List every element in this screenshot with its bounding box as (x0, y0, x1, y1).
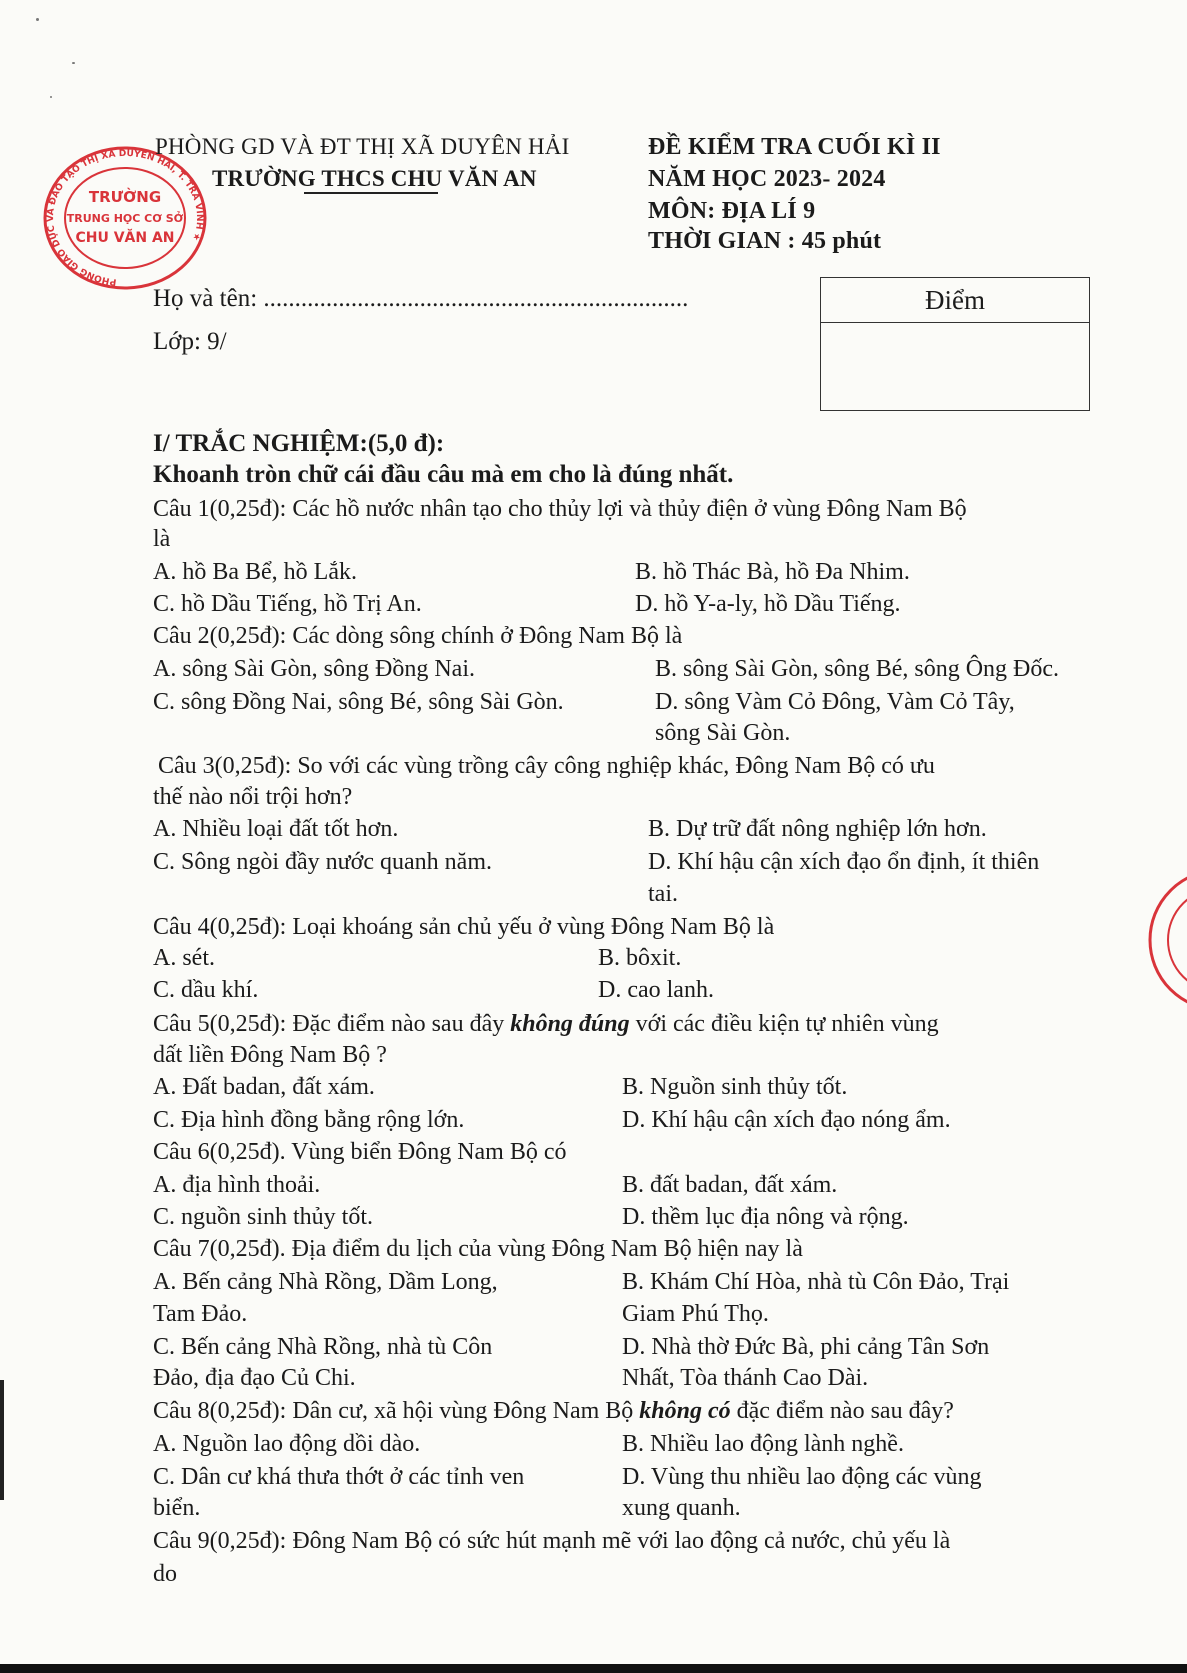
svg-text:TRƯỜNG: TRƯỜNG (88, 188, 162, 206)
q8-option-a: A. Nguồn lao động dồi dào. (153, 1431, 421, 1457)
svg-text:PHÒNG GIÁO DỤC VÀ ĐÀO TẠO THỊ: PHÒNG GIÁO DỤC VÀ ĐÀO TẠO THỊ XÃ DUYÊN HẢI, T. TRÀ VINH ★ (46, 148, 205, 287)
q1-option-a: A. hồ Ba Bể, hồ Lắk. (153, 559, 357, 585)
question-8-emphasis: không có (639, 1398, 731, 1424)
q6-option-a: A. địa hình thoải. (153, 1172, 321, 1198)
q7-option-d: D. Nhà thờ Đức Bà, phi cảng Tân Sơn (622, 1334, 990, 1360)
duration: THỜI GIAN : 45 phút (648, 228, 882, 254)
question-6: Câu 6(0,25đ). Vùng biển Đông Nam Bộ có (153, 1139, 567, 1165)
question-5-text-end: với các điều kiện tự nhiên vùng (629, 1011, 939, 1037)
q3-option-c: C. Sông ngòi đầy nước quanh năm. (153, 849, 492, 875)
q2-option-a: A. sông Sài Gòn, sông Đồng Nai. (153, 656, 475, 682)
score-box (820, 277, 1090, 411)
q8-option-c: C. Dân cư khá thưa thớt ở các tỉnh ven (153, 1464, 525, 1490)
question-5-cont: dất liền Đông Nam Bộ ? (153, 1042, 387, 1068)
q8-option-d: D. Vùng thu nhiều lao động các vùng (622, 1464, 982, 1490)
question-8-text-end: đặc điểm nào sau đây? (730, 1398, 954, 1424)
question-5-text: Câu 5(0,25đ): Đặc điểm nào sau đây (153, 1011, 511, 1037)
question-8-text: Câu 8(0,25đ): Dân cư, xã hội vùng Đông Nam Bộ (153, 1398, 640, 1424)
q7-option-a: A. Bến cảng Nhà Rồng, Dầm Long, (153, 1269, 498, 1295)
q8-option-b: B. Nhiều lao động lành nghề. (622, 1431, 904, 1457)
q3-option-d: D. Khí hậu cận xích đạo ổn định, ít thiên (648, 849, 1040, 875)
q5-option-a: A. Đất badan, đất xám. (153, 1074, 375, 1100)
question-3: Câu 3(0,25đ): So với các vùng trồng cây công nghiệp khác, Đông Nam Bộ có ưu (158, 753, 935, 779)
question-4: Câu 4(0,25đ): Loại khoáng sản chủ yếu ở vùng Đông Nam Bộ là (153, 914, 775, 940)
scan-bottom-edge (0, 1664, 1187, 1673)
q3-option-b: B. Dự trữ đất nông nghiệp lớn hơn. (648, 816, 987, 842)
question-7: Câu 7(0,25đ). Địa điểm du lịch của vùng Đông Nam Bộ hiện nay là (153, 1236, 803, 1262)
q5-option-b: B. Nguồn sinh thủy tốt. (622, 1074, 848, 1100)
department-name: PHÒNG GD VÀ ĐT THỊ XÃ DUYÊN HẢI (155, 134, 570, 159)
q4-option-a: A. sét. (153, 945, 215, 971)
school-name-underline (304, 192, 438, 194)
q4-option-d: D. cao lanh. (598, 977, 714, 1003)
q7-option-b: B. Khám Chí Hòa, nhà tù Côn Đảo, Trại (622, 1269, 1010, 1295)
section-title: I/ TRẮC NGHIỆM:(5,0 đ): (153, 430, 445, 457)
question-1: Câu 1(0,25đ): Các hồ nước nhân tạo cho thủy lợi và thủy điện ở vùng Đông Nam Bộ (153, 496, 967, 522)
svg-text:CHU VĂN AN: CHU VĂN AN (75, 230, 175, 246)
question-2: Câu 2(0,25đ): Các dòng sông chính ở Đông Nam Bộ là (153, 623, 683, 649)
exam-title: ĐỀ KIỂM TRA CUỐI KÌ II (648, 134, 941, 160)
q3-option-a: A. Nhiều loại đất tốt hơn. (153, 816, 399, 842)
q1-option-d: D. hồ Y-a-ly, hồ Dầu Tiếng. (635, 591, 901, 617)
question-9: Câu 9(0,25đ): Đông Nam Bộ có sức hút mạnh mẽ với lao động cả nước, chủ yếu là (153, 1528, 951, 1554)
q5-option-d: D. Khí hậu cận xích đạo nóng ẩm. (622, 1107, 951, 1133)
scan-edge-mark (0, 1380, 4, 1500)
q7-option-a-cont: Tam Đảo. (153, 1301, 248, 1327)
question-3-cont: thế nào nổi trội hơn? (153, 784, 353, 810)
svg-text:TRUNG HỌC CƠ SỞ: TRUNG HỌC CƠ SỞ (66, 212, 184, 225)
q2-option-b: B. sông Sài Gòn, sông Bé, sông Ông Đốc. (655, 656, 1060, 682)
q8-option-d-cont: xung quanh. (622, 1495, 741, 1521)
partial-stamp-edge (1145, 865, 1187, 1015)
q6-option-b: B. đất badan, đất xám. (622, 1172, 838, 1198)
student-class-label: Lớp: 9/ (153, 328, 227, 355)
section-instruction: Khoanh tròn chữ cái đầu câu mà em cho là đúng nhất. (153, 461, 734, 488)
q1-option-b: B. hồ Thác Bà, hồ Đa Nhim. (635, 559, 910, 585)
school-stamp-seal (40, 140, 210, 290)
q5-option-c: C. Địa hình đồng bằng rộng lớn. (153, 1107, 465, 1133)
q4-option-b: B. bôxit. (598, 945, 682, 971)
q4-option-c: C. dầu khí. (153, 977, 259, 1003)
q1-option-c: C. hồ Dầu Tiếng, hồ Trị An. (153, 591, 422, 617)
scan-speck (36, 18, 39, 21)
school-year: NĂM HỌC 2023- 2024 (648, 166, 886, 192)
school-name: TRƯỜNG THCS CHU VĂN AN (212, 166, 537, 191)
question-9-cont: do (153, 1561, 177, 1587)
q6-option-d: D. thềm lục địa nông và rộng. (622, 1204, 909, 1230)
q7-option-b-cont: Giam Phú Thọ. (622, 1301, 769, 1327)
student-name-label: Họ và tên: .................................................................... (153, 285, 689, 312)
question-5-emphasis: không đúng (510, 1011, 630, 1037)
subject: MÔN: ĐỊA LÍ 9 (648, 198, 816, 224)
q7-option-d-cont: Nhất, Tòa thánh Cao Dài. (622, 1365, 869, 1391)
question-1-cont: là (153, 526, 171, 552)
score-box-label: Điểm (821, 278, 1089, 323)
q2-option-c: C. sông Đồng Nai, sông Bé, sông Sài Gòn. (153, 689, 564, 715)
scan-speck (50, 96, 52, 98)
q7-option-c-cont: Đảo, địa đạo Củ Chi. (153, 1365, 356, 1391)
q7-option-c: C. Bến cảng Nhà Rồng, nhà tù Côn (153, 1334, 493, 1360)
q2-option-d: D. sông Vàm Cỏ Đông, Vàm Cỏ Tây, (655, 689, 1015, 715)
q2-option-d-cont: sông Sài Gòn. (655, 720, 791, 746)
scan-speck (72, 62, 75, 64)
question-5 (153, 1010, 939, 1038)
q8-option-c-cont: biển. (153, 1495, 201, 1521)
q6-option-c: C. nguồn sinh thủy tốt. (153, 1204, 374, 1230)
q3-option-d-cont: tai. (648, 881, 678, 907)
question-8 (153, 1397, 954, 1425)
